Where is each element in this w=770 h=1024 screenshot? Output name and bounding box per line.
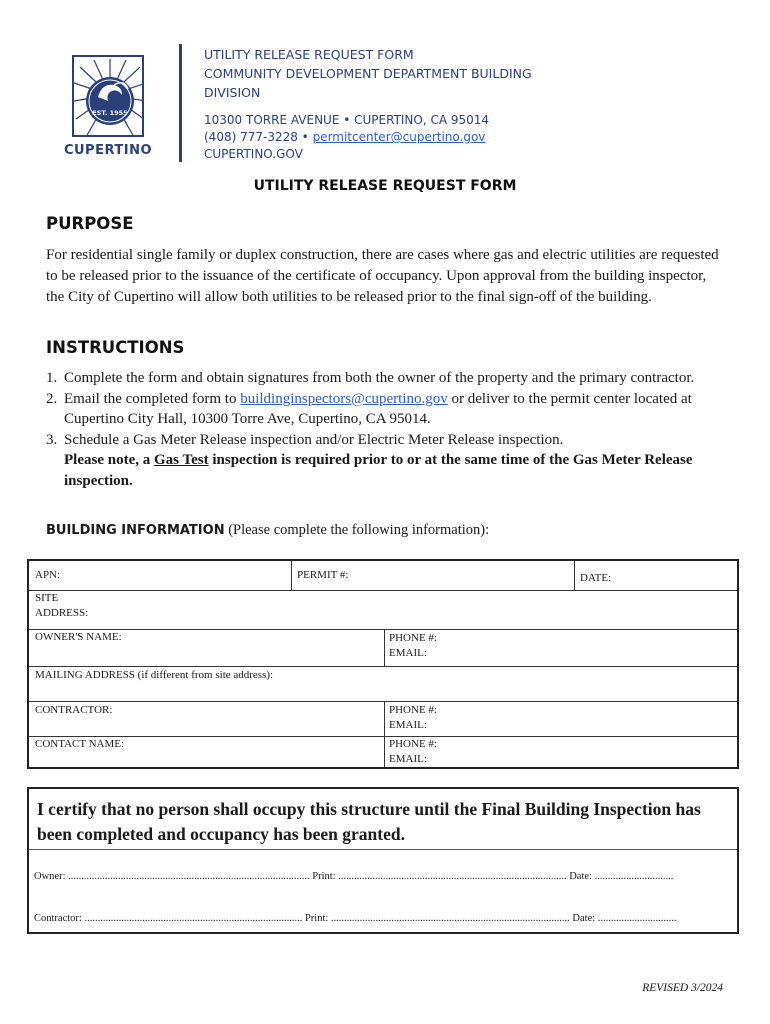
apn-field[interactable]: APN:	[35, 569, 61, 581]
header-divider	[179, 44, 182, 162]
city-seal-icon	[72, 55, 144, 137]
form-title: UTILITY RELEASE REQUEST FORM	[253, 178, 517, 194]
logo-wordmark: CUPERTINO	[63, 143, 153, 158]
svg-text:EST. 1955: EST. 1955	[92, 109, 128, 117]
mailing-address-field[interactable]: MAILING ADDRESS (if different from site address):	[35, 669, 274, 681]
inspectors-email-link[interactable]: buildinginspectors@cupertino.gov	[240, 390, 448, 407]
owners-name-field[interactable]: OWNER'S NAME:	[35, 631, 122, 643]
contact-name-field[interactable]: CONTACT NAME:	[35, 738, 125, 750]
instruction-item-1: 1. Complete the form and obtain signatures from both the owner of the property and the primary contractor.	[46, 370, 695, 386]
contractor-field[interactable]: CONTRACTOR:	[35, 704, 113, 716]
revision-date: REVISED 3/2024	[642, 982, 723, 994]
owner-contact-field[interactable]: PHONE #: EMAIL:	[389, 632, 437, 659]
instruction-item-2: 2. Email the completed form to buildinginspectors@cupertino.gov or deliver to the permit center located at Cupertino City Hall, 10300 Torre Ave, Cupertino, CA 95014.	[46, 390, 692, 427]
header-contact	[204, 129, 532, 146]
permit-field[interactable]: PERMIT #:	[297, 569, 349, 581]
building-info-table	[27, 559, 739, 769]
certification-box	[27, 787, 739, 934]
header-website[interactable]: CUPERTINO.GOV	[204, 147, 303, 161]
header-email-link[interactable]: permitcenter@cupertino.gov	[312, 130, 486, 144]
header-division: DIVISION	[204, 85, 261, 100]
header-form-name: UTILITY RELEASE REQUEST FORM	[204, 47, 414, 62]
header-phone: (408) 777-3228 •	[204, 130, 313, 144]
header-address: 10300 TORRE AVENUE • CUPERTINO, CA 95014	[204, 113, 490, 127]
contractor-contact-field[interactable]: PHONE #: EMAIL:	[389, 704, 437, 731]
site-address-field[interactable]: SITE ADDRESS:	[35, 592, 89, 619]
contact-contact-field[interactable]: PHONE #: EMAIL:	[389, 738, 437, 765]
purpose-heading: PURPOSE	[46, 214, 134, 233]
certification-statement: I certify that no person shall occupy this structure until the Final Building Inspection has been completed and occupancy has been granted.	[37, 799, 701, 844]
header-block	[204, 45, 532, 163]
owner-signature-line[interactable]: Owner: ............................................................................................ Print: ....................................................................................... Date: ..............................	[34, 871, 674, 882]
header-department: COMMUNITY DEVELOPMENT DEPARTMENT BUILDING	[204, 66, 532, 81]
instruction-item-3: 3. Schedule a Gas Meter Release inspection and/or Electric Meter Release inspection.	[46, 431, 564, 448]
gas-test-note: Please note, a Gas Test inspection is required prior to or at the same time of the Gas Meter Release inspection.	[64, 452, 693, 489]
instructions-heading: INSTRUCTIONS	[46, 338, 185, 357]
purpose-text: For residential single family or duplex construction, there are cases where gas and electric utilities are requested to be released prior to the issuance of the certificate of occupancy. Upon approval from the building inspector, the City of Cupertino will allow both utilities to be released prior to the final sign-off of the building.	[46, 247, 719, 305]
contractor-signature-line[interactable]: Contractor: ................................................................................... Print: ........................................................................................... Date: ..............................	[34, 913, 677, 924]
date-field[interactable]: DATE:	[580, 572, 612, 584]
building-info-label: BUILDING INFORMATION (Please complete the following information):	[46, 522, 490, 538]
cupertino-logo	[58, 55, 158, 160]
instructions-list	[46, 368, 726, 491]
